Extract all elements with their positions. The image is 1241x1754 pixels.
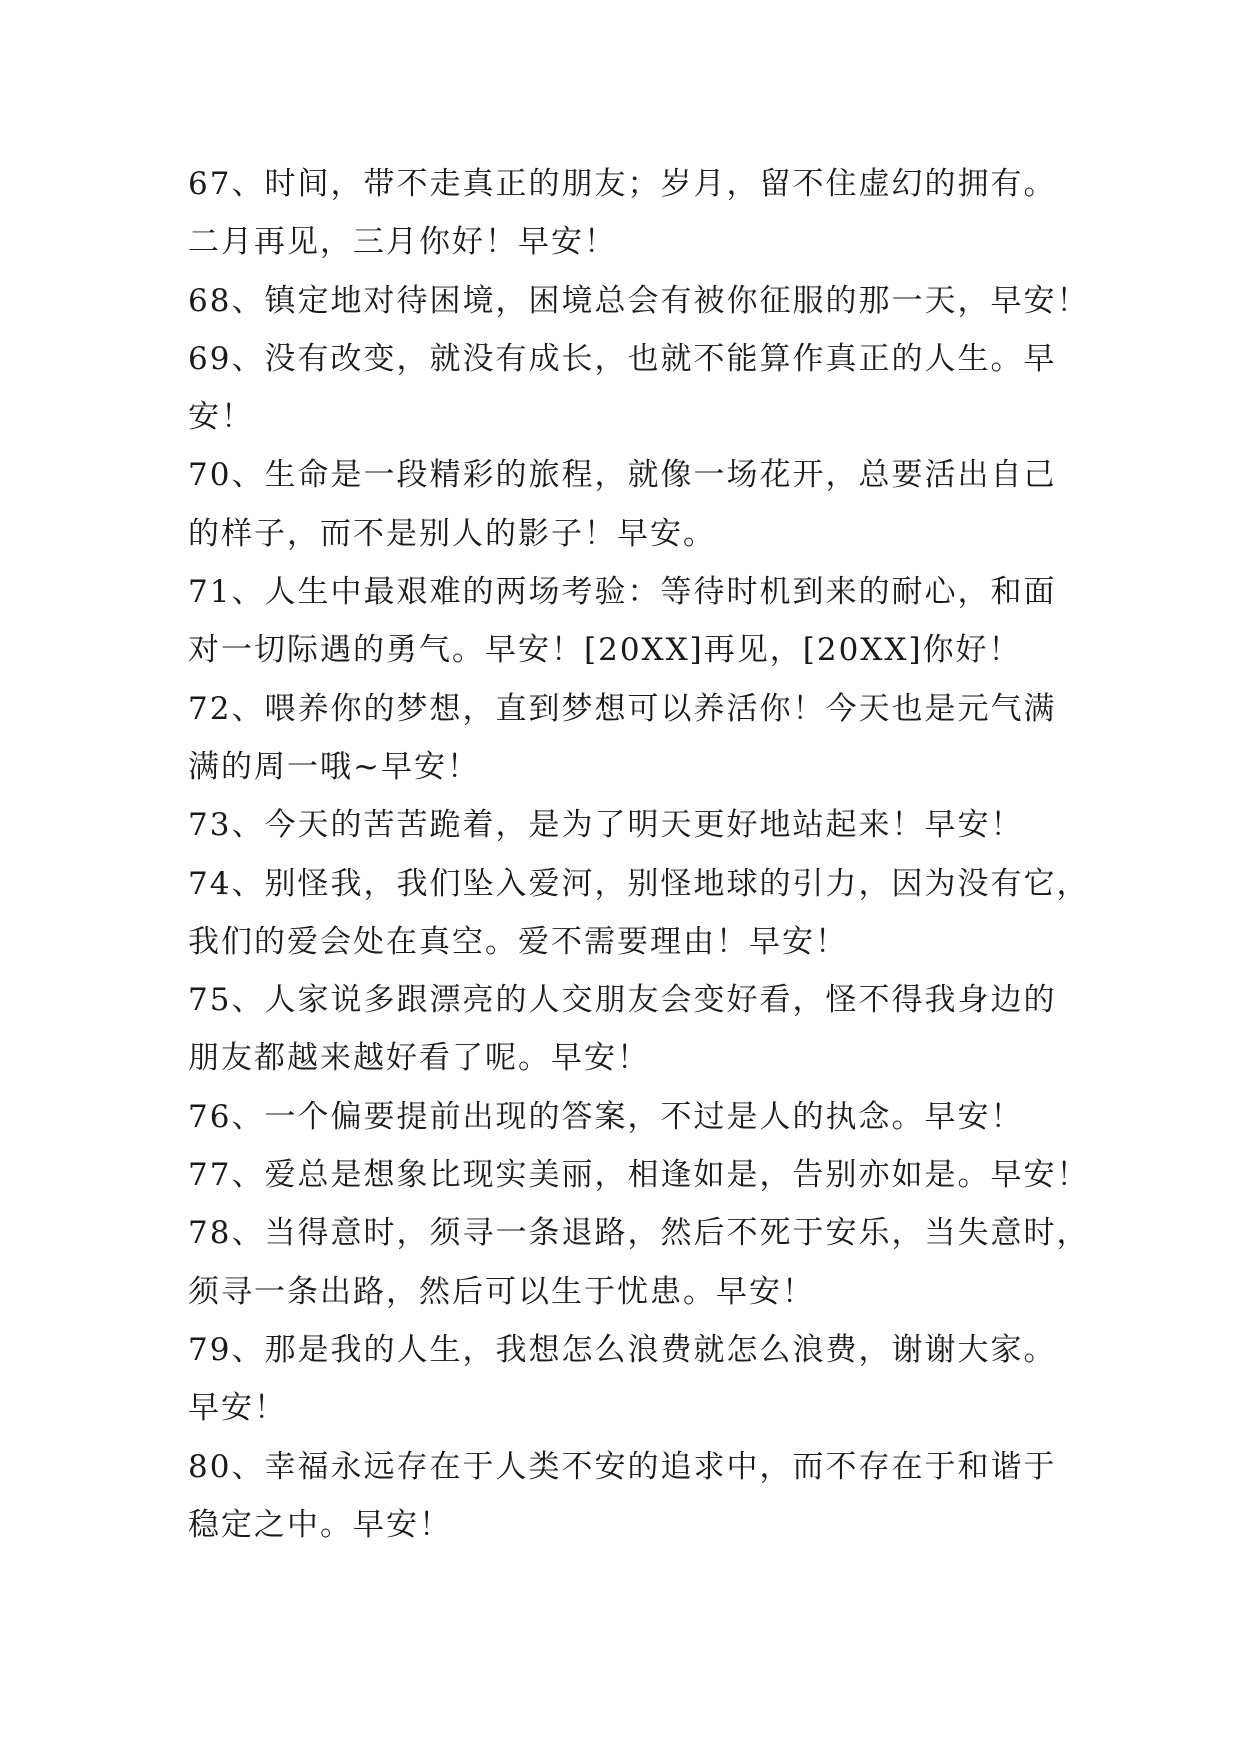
text-line: 二月再见，三月你好！早安！	[188, 224, 617, 261]
list-item-78	[188, 1204, 1090, 1321]
text-line: 67、时间，带不走真正的朋友；岁月，留不住虚幻的拥有。	[188, 166, 1057, 202]
text-line: 80、幸福永远存在于人类不安的追求中，而不存在于和谐于	[188, 1448, 1057, 1485]
text-line: 朋友都越来越好看了呢。早安！	[188, 1040, 650, 1077]
text-line: 68、镇定地对待困境，困境总会有被你征服的那一天，早安！	[188, 282, 1090, 319]
list-item-68	[188, 272, 1090, 330]
list-item-69	[188, 330, 1068, 447]
list-item-75	[188, 971, 1068, 1088]
text-line: 71、人生中最艰难的两场考验：等待时机到来的耐心，和面	[188, 574, 1057, 611]
text-line: 的样子，而不是别人的影子！早安。	[188, 515, 716, 552]
text-line: 79、那是我的人生，我想怎么浪费就怎么浪费，谢谢大家。	[188, 1331, 1057, 1368]
list-item-79	[188, 1321, 1068, 1438]
list-item-71	[188, 563, 1068, 680]
text-line: 70、生命是一段精彩的旅程，就像一场花开，总要活出自己	[188, 457, 1057, 494]
list-item-67	[188, 155, 1068, 272]
text-line: 74、别怪我，我们坠入爱河，别怪地球的引力，因为没有它，	[188, 865, 1090, 902]
text-line: 安！	[188, 399, 254, 436]
text-line: 我们的爱会处在真空。爱不需要理由！早安！	[188, 923, 848, 960]
text-line: 73、今天的苦苦跪着，是为了明天更好地站起来！早安！	[188, 807, 1024, 844]
list-item-72	[188, 680, 1068, 797]
document-body	[188, 155, 1090, 1554]
list-item-73	[188, 796, 1068, 854]
text-line: 须寻一条出路，然后可以生于忧患。早安！	[188, 1273, 815, 1310]
text-line: 76、一个偏要提前出现的答案，不过是人的执念。早安！	[188, 1098, 1024, 1135]
text-line: 稳定之中。早安！	[188, 1506, 452, 1543]
text-line: 78、当得意时，须寻一条退路，然后不死于安乐，当失意时，	[188, 1215, 1090, 1252]
text-line: 早安！	[188, 1390, 287, 1427]
list-item-80	[188, 1438, 1068, 1555]
list-item-74	[188, 855, 1090, 972]
text-line: 对一切际遇的勇气。早安！[20XX]再见，[20XX]你好！	[188, 632, 1022, 669]
text-line: 77、爱总是想象比现实美丽，相逢如是，告别亦如是。早安！	[188, 1157, 1090, 1194]
text-line: 75、人家说多跟漂亮的人交朋友会变好看，怪不得我身边的	[188, 982, 1057, 1019]
text-line: 满的周一哦~早安！	[188, 748, 480, 785]
list-item-70	[188, 446, 1068, 563]
text-line: 69、没有改变，就没有成长，也就不能算作真正的人生。早	[188, 340, 1057, 377]
text-line: 72、喂养你的梦想，直到梦想可以养活你！今天也是元气满	[188, 690, 1057, 727]
list-item-76	[188, 1088, 1068, 1146]
list-item-77	[188, 1146, 1090, 1204]
